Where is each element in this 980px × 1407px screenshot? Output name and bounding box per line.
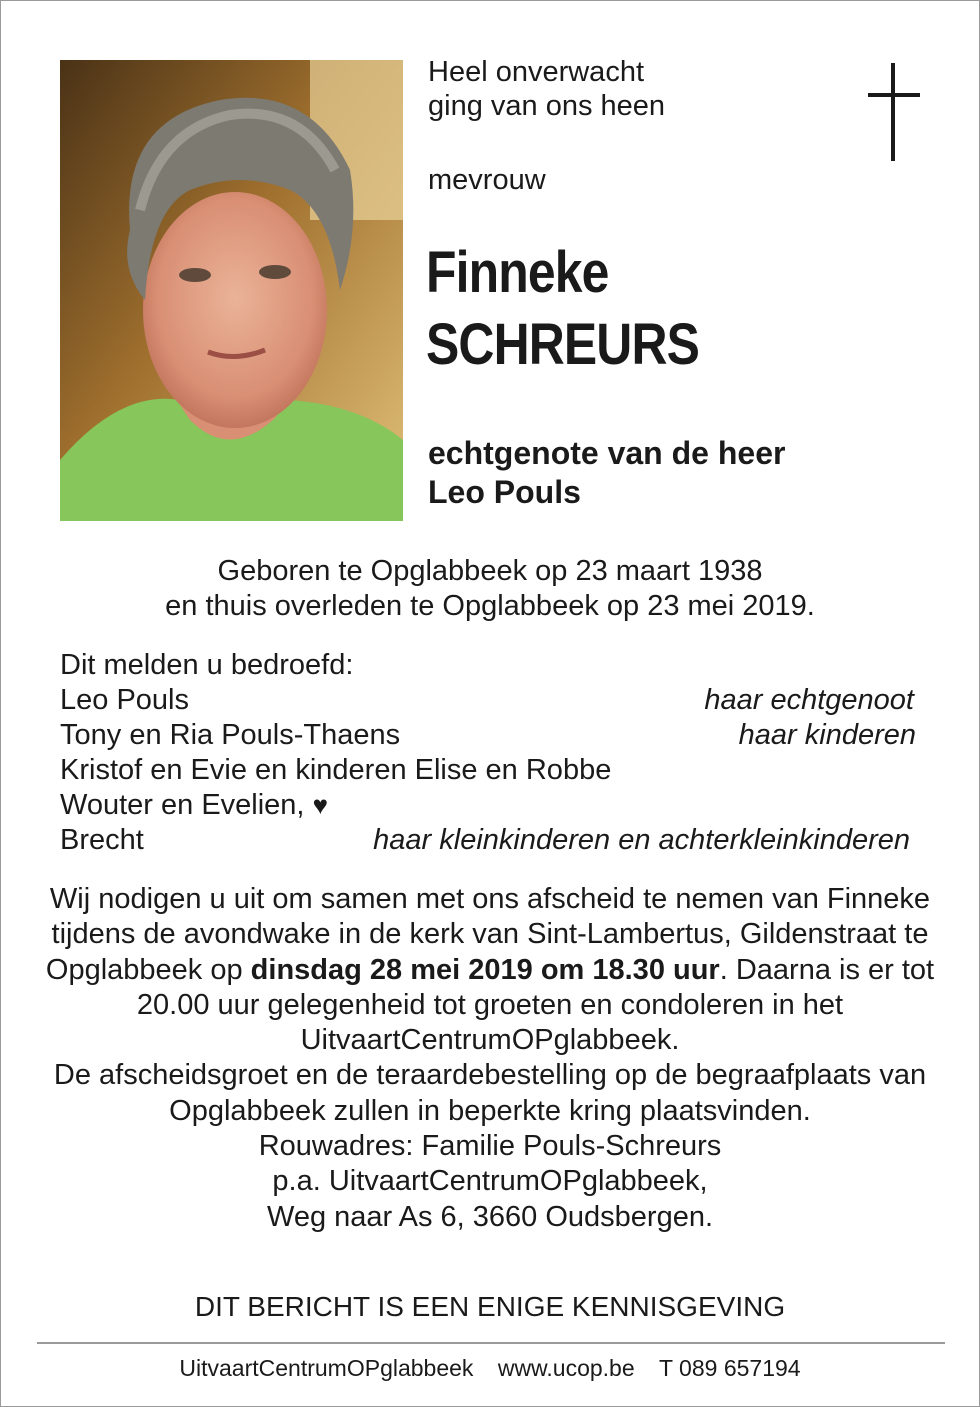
last-name: SCHREURS bbox=[426, 312, 700, 377]
mourner-name: Tony en Ria Pouls-Thaens bbox=[60, 719, 401, 751]
invitation-part-2: . Daarna is er tot 20.00 uur gelegenheid tot groeten en condoleren in het UitvaartCentrumOPglabbeek. bbox=[136, 953, 935, 1057]
footer-divider bbox=[37, 1342, 945, 1344]
birth-line: Geboren te Opglabbeek op 23 maart 1938 bbox=[217, 555, 763, 587]
intro-line-1: Heel onverwacht bbox=[428, 56, 644, 88]
portrait-photo bbox=[60, 60, 403, 521]
first-name: Finneke bbox=[426, 240, 609, 305]
footer-website[interactable]: www.ucop.be bbox=[497, 1355, 635, 1381]
mourner-row bbox=[60, 718, 916, 753]
sole-notice: DIT BERICHT IS EEN ENIGE KENNISGEVING bbox=[194, 1291, 786, 1322]
wake-date-time: dinsdag 28 mei 2019 om 18.30 uur bbox=[250, 953, 720, 986]
burial-paragraph: De afscheidsgroet en de teraardebestelling op de begraafplaats van Opglabbeek zullen in beperkte kring plaatsvinden. bbox=[53, 1059, 927, 1127]
mourner-name: Leo Pouls bbox=[60, 684, 189, 716]
invitation-paragraph bbox=[41, 882, 939, 1058]
mourner-role: haar echtgenoot bbox=[704, 684, 914, 716]
address-line-2: p.a. UitvaartCentrumOPglabbeek, bbox=[272, 1165, 708, 1198]
spouse-line-1: echtgenote van de heer bbox=[428, 435, 786, 471]
footer-company: UitvaartCentrumOPglabbeek bbox=[179, 1355, 474, 1381]
mourners-heading: Dit melden u bedroefd: bbox=[60, 649, 354, 681]
title-word: mevrouw bbox=[428, 164, 546, 196]
mourner-name bbox=[60, 788, 328, 823]
intro-line-2: ging van ons heen bbox=[428, 90, 666, 122]
mourner-name-text: Wouter en Evelien, bbox=[60, 789, 305, 821]
address-line-3: Weg naar As 6, 3660 Oudsbergen. bbox=[266, 1200, 714, 1233]
mourner-row bbox=[60, 753, 916, 788]
death-line: en thuis overleden te Opglabbeek op 23 mei 2019. bbox=[165, 590, 815, 622]
footer-phone: T 089 657194 bbox=[659, 1355, 801, 1381]
birth-death-info bbox=[1, 554, 979, 624]
spouse-line-2: Leo Pouls bbox=[428, 474, 581, 510]
intro-text bbox=[428, 55, 665, 123]
mourner-row bbox=[60, 788, 916, 823]
mourner-role: haar kleinkinderen en achterkleinkinderen bbox=[373, 824, 910, 856]
cross-icon bbox=[863, 63, 925, 161]
mourner-row bbox=[60, 683, 916, 718]
deceased-name bbox=[426, 237, 699, 381]
mourners-list bbox=[60, 648, 916, 858]
mourner-role: haar kinderen bbox=[738, 719, 916, 751]
mourner-name: Brecht bbox=[60, 824, 144, 856]
footer bbox=[1, 1355, 979, 1382]
portrait-illustration bbox=[60, 60, 403, 521]
address-line-1: Rouwadres: Familie Pouls-Schreurs bbox=[258, 1130, 722, 1163]
heart-icon: ♥ bbox=[312, 790, 328, 820]
mourner-name: Kristof en Evie en kinderen Elise en Robbe bbox=[60, 754, 612, 786]
mourner-row bbox=[60, 823, 916, 858]
spouse-info bbox=[428, 434, 785, 512]
invitation-part-1: Wij nodigen u uit om samen met ons afscheid te nemen van Finneke tijdens de avondwake in de kerk van Sint-Lambertus, Gildenstraat te Opglabbeek op bbox=[45, 883, 931, 986]
invitation-text bbox=[41, 882, 939, 1235]
